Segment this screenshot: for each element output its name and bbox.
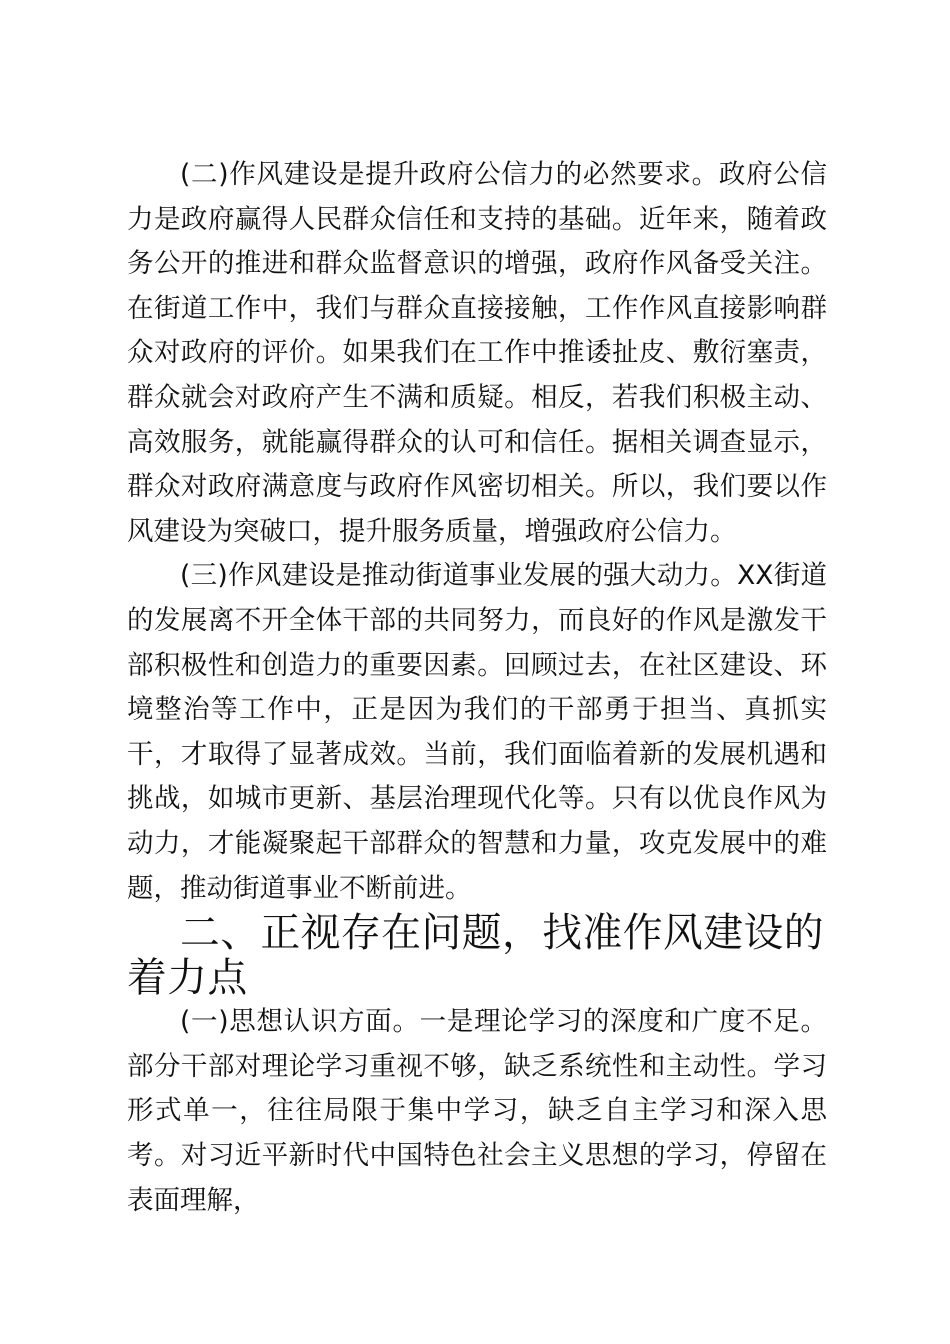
paragraph-ideology: (一)思想认识方面。一是理论学习的深度和广度不足。部分干部对理论学习重视不够，缺乏系统性和主动性。学习形式单一，往往局限于集中学习，缺乏自主学习和深入思考。对习近平新时代中国特色社会主义思想的学习，停留在表面理解， <box>127 1006 827 1216</box>
section-heading: 二、正视存在问题，找准作风建设的着力点 <box>127 910 825 1001</box>
document-body <box>127 153 827 1223</box>
paragraph-credibility: (二)作风建设是提升政府公信力的必然要求。政府公信力是政府赢得人民群众信任和支持的基础。近年来，随着政务公开的推进和群众监督意识的增强，政府作风备受关注。在街道工作中，我们与群众直接接触，工作作风直接影响群众对政府的评价。如果我们在工作中推诿扯皮、敷衍塞责，群众就会对政府产生不满和质疑。相反，若我们积极主动、高效服务，就能赢得群众的认可和信任。据相关调查显示，群众对政府满意度与政府作风密切相关。所以，我们要以作风建设为突破口，提升服务质量，增强政府公信力。 <box>127 159 827 547</box>
paragraph-development: (三)作风建设是推动街道事业发展的强大动力。XX街道的发展离不开全体干部的共同努力，而良好的作风是激发干部积极性和创造力的重要因素。回顾过去，在社区建设、环境整治等工作中，正是因为我们的干部勇于担当、真抓实干，才取得了显著成效。当前，我们面临着新的发展机遇和挑战，如城市更新、基层治理现代化等。只有以优良作风为动力，才能凝聚起干部群众的智慧和力量，攻克发展中的难题，推动街道事业不断前进。 <box>127 560 827 904</box>
